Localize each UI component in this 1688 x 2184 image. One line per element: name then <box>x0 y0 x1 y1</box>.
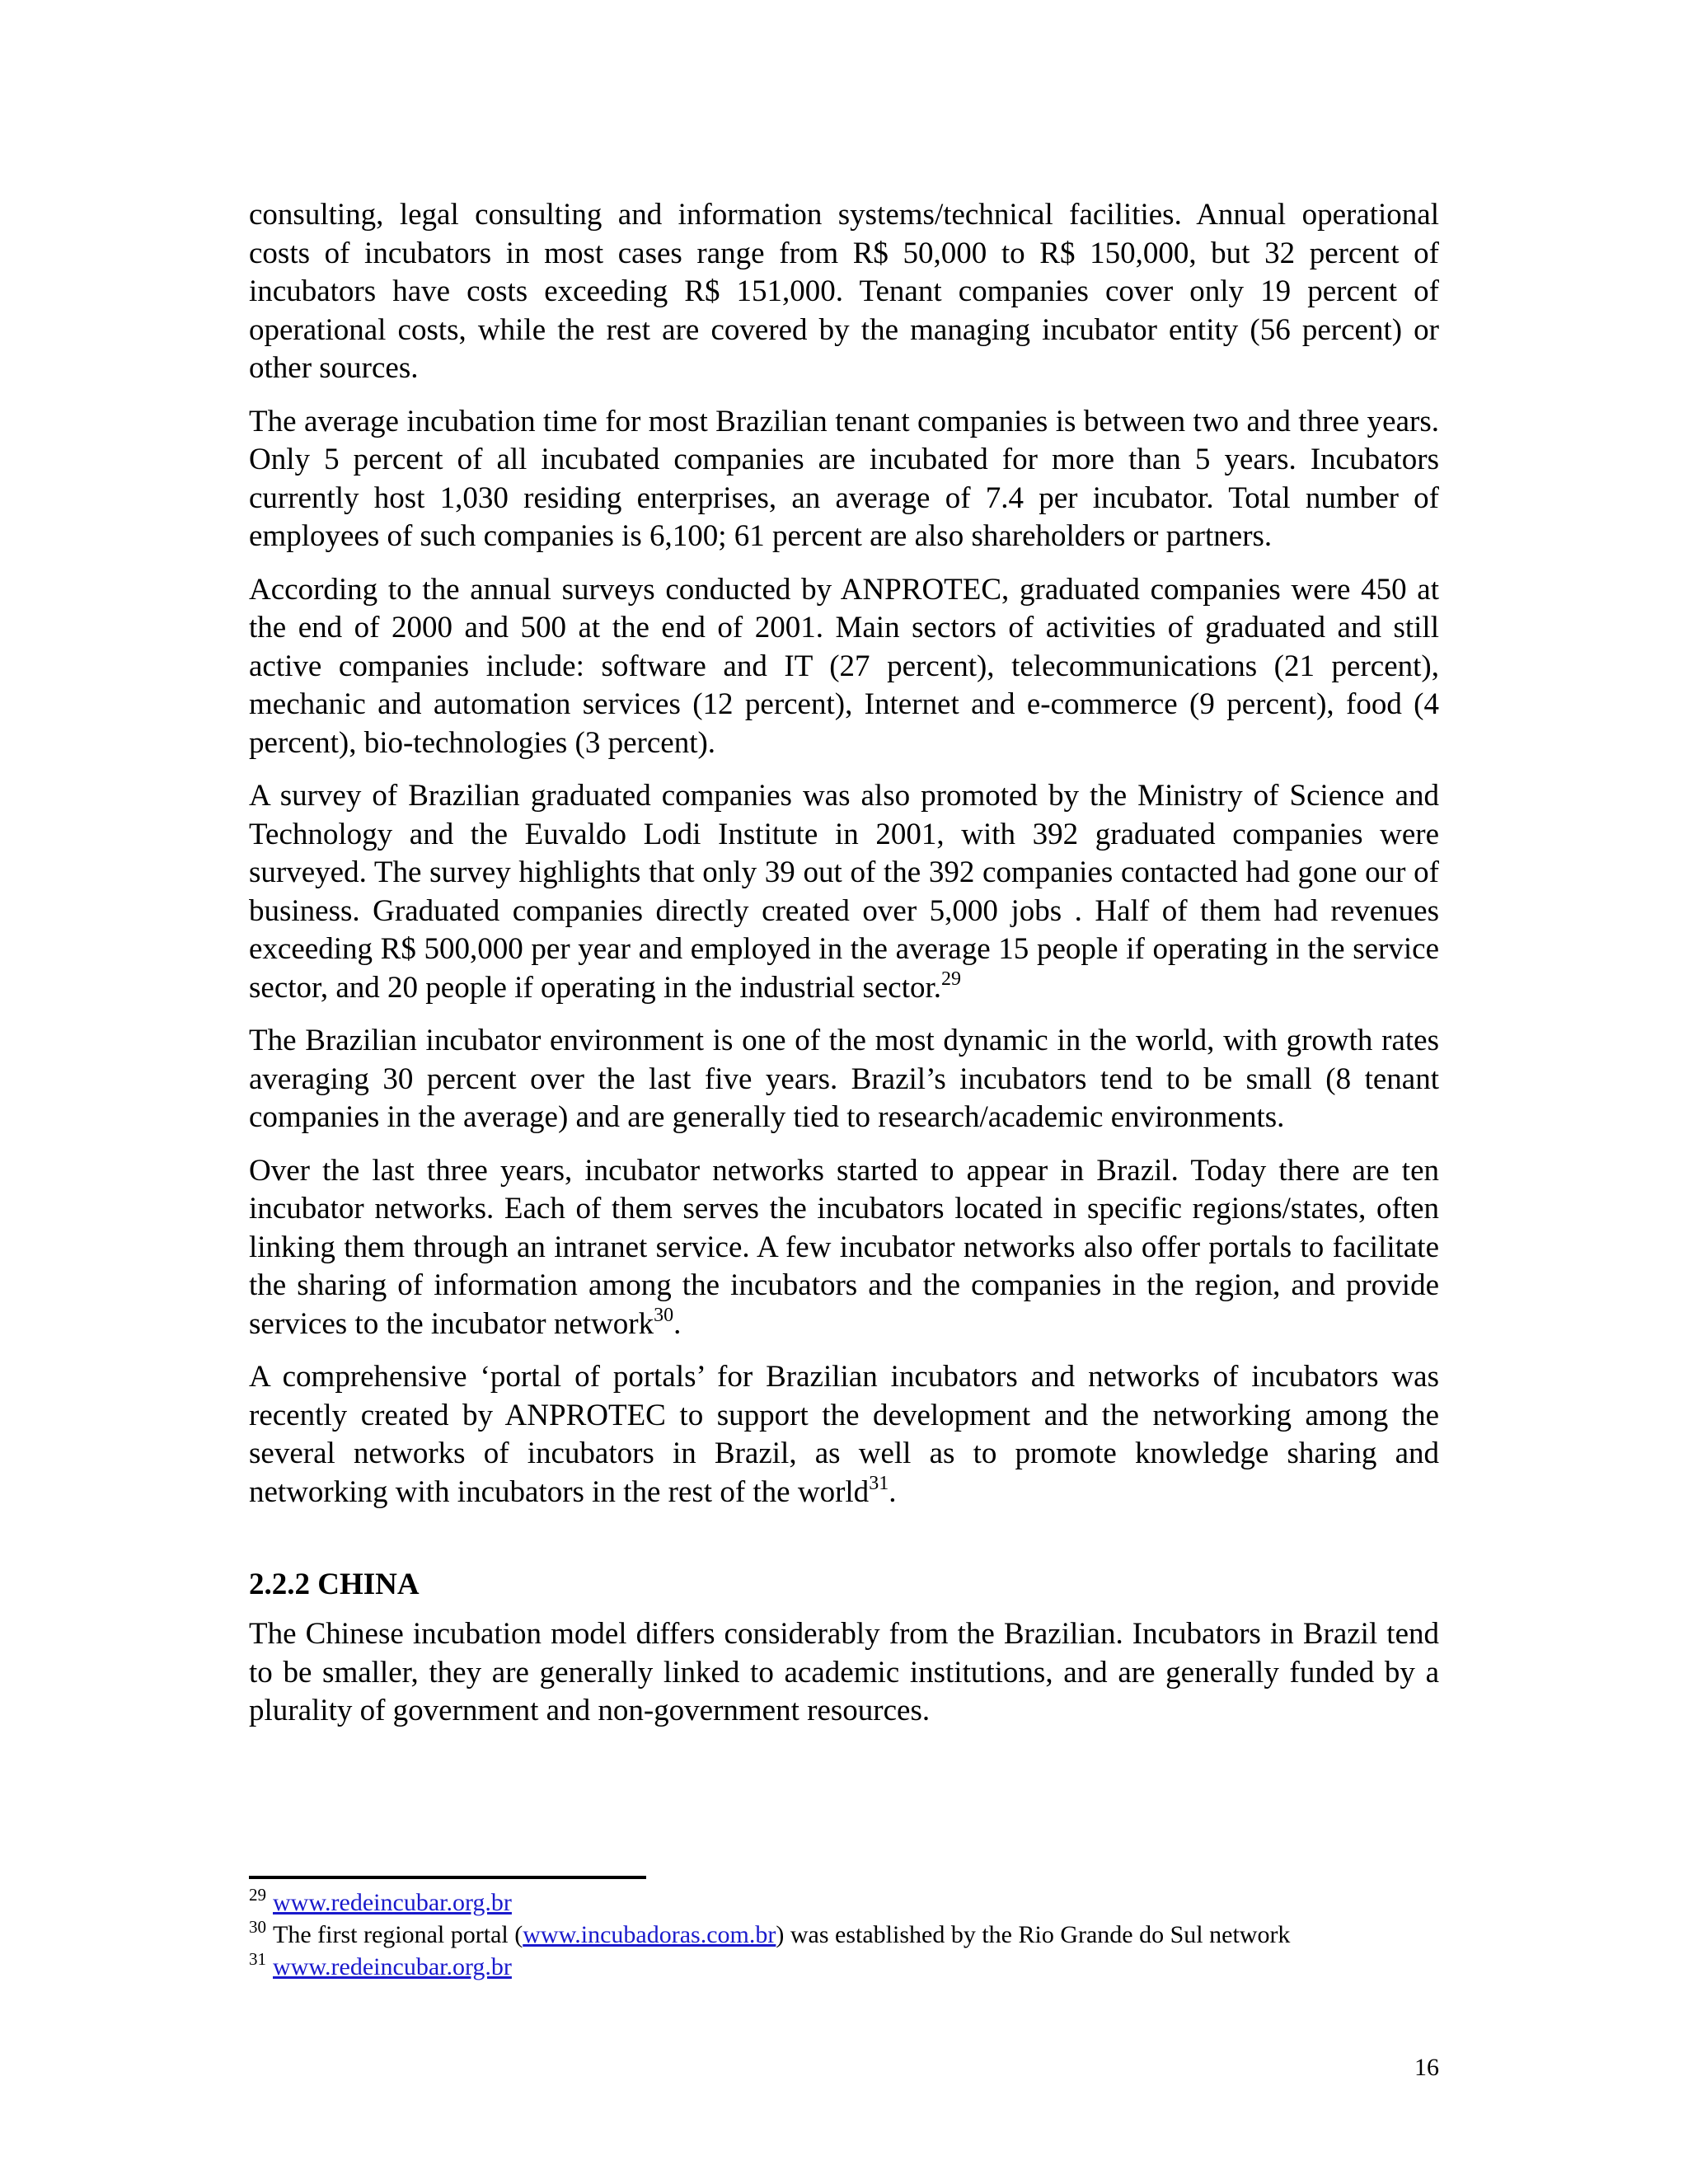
footnotes <box>249 1886 1485 1983</box>
paragraph-environment: The Brazilian incubator environment is one of the most dynamic in the world, with growth rates averaging 30 percent over the last five years. Brazil’s incubators tend to be small (8 tenant companies in the average) and are generally tied to research/academic environments. <box>249 1024 1439 1134</box>
paragraph-graduated-survey: A survey of Brazilian graduated companies was also promoted by the Ministry of Science and Technology and the Euvaldo Lodi Institute in 2001, with 392 graduated companies were surveyed. The survey highlights that only 39 out of the 392 companies contacted had gone our of business. Graduated companies directly created over 5,000 jobs . Half of them had revenues exceeding R$ 500,000 per year and employed in the average 15 people if operating in the service sector, and 20 people if operating in the industrial sector.$^{29}$ <box>249 779 1439 1005</box>
footnote-29: $^{29}$ www.redeincubar.org.br <box>249 1885 512 1916</box>
footnote-ref-30[interactable]: 30 <box>654 1304 674 1326</box>
footnote-separator <box>249 1876 646 1879</box>
footnote-30: $^{30}$ The first regional portal (www.incubadoras.com.br) was established by the Rio Grande do Sul network <box>249 1917 1291 1948</box>
paragraph-anprotec-surveys: According to the annual surveys conducted by ANPROTEC, graduated companies were 450 at the end of 2000 and 500 at the end of 2001. Main sectors of activities of graduated and still active companies include: software and IT (27 percent), telecommunications (21 percent), mechanic and automation services (12 percent), Internet and e-commerce (9 percent), food (4 percent), bio-technologies (3 percent). <box>249 572 1439 760</box>
footnote-31: $^{31}$ www.redeincubar.org.br <box>249 1949 512 1980</box>
footnote-ref-31[interactable]: 31 <box>869 1472 889 1494</box>
paragraph-operational-costs: consulting, legal consulting and information systems/technical facilities. Annual operational costs of incubators in most cases range from R$ 50,000 to R$ 150,000, but 32 percent of incubators have costs exceeding R$ 151,000. Tenant companies cover only 19 percent of operational costs, while the rest are covered by the managing incubator entity (56 percent) or other sources. <box>249 198 1439 385</box>
paragraph-portal-of-portals: A comprehensive ‘portal of portals’ for Brazilian incubators and networks of incubators was recently created by ANPROTEC to support the development and the networking among the several networks of incubators in Brazil, as well as to promote knowledge sharing and networking with incubators in the rest of the world$^{31}$. <box>249 1360 1439 1509</box>
page-body <box>249 196 1439 1731</box>
section-heading-china: 2.2.2 CHINA <box>249 1568 420 1601</box>
footnote-30-link[interactable]: www.incubadoras.com.br <box>523 1921 776 1948</box>
footnote-31-link[interactable]: www.redeincubar.org.br <box>273 1953 512 1980</box>
paragraph-chinese-model: The Chinese incubation model differs considerably from the Brazilian. Incubators in Brazil tend to be smaller, they are generally linked to academic institutions, and are generally funded by a plurality of government and non-government resources. <box>249 1617 1439 1727</box>
footnote-29-link[interactable]: www.redeincubar.org.br <box>273 1889 512 1916</box>
page-number: 16 <box>1414 2054 1439 2081</box>
paragraph-networks: Over the last three years, incubator networks started to appear in Brazil. Today there are ten incubator networks. Each of them serves the incubators located in specific regions/states, often linking them through an intranet service. A few incubator networks also offer portals to facilitate the sharing of information among the incubators and the companies in the region, and provide services to the incubator network$^{30}$. <box>249 1153 1439 1341</box>
footnote-ref-29[interactable]: 29 <box>941 968 962 990</box>
paragraph-incubation-time: The average incubation time for most Brazilian tenant companies is between two and three years. Only 5 percent of all incubated companies are incubated for more than 5 years. Incubators currently host 1,030 residing enterprises, an average of 7.4 per incubator. Total number of employees of such companies is 6,100; 61 percent are also shareholders or partners. <box>249 404 1439 553</box>
